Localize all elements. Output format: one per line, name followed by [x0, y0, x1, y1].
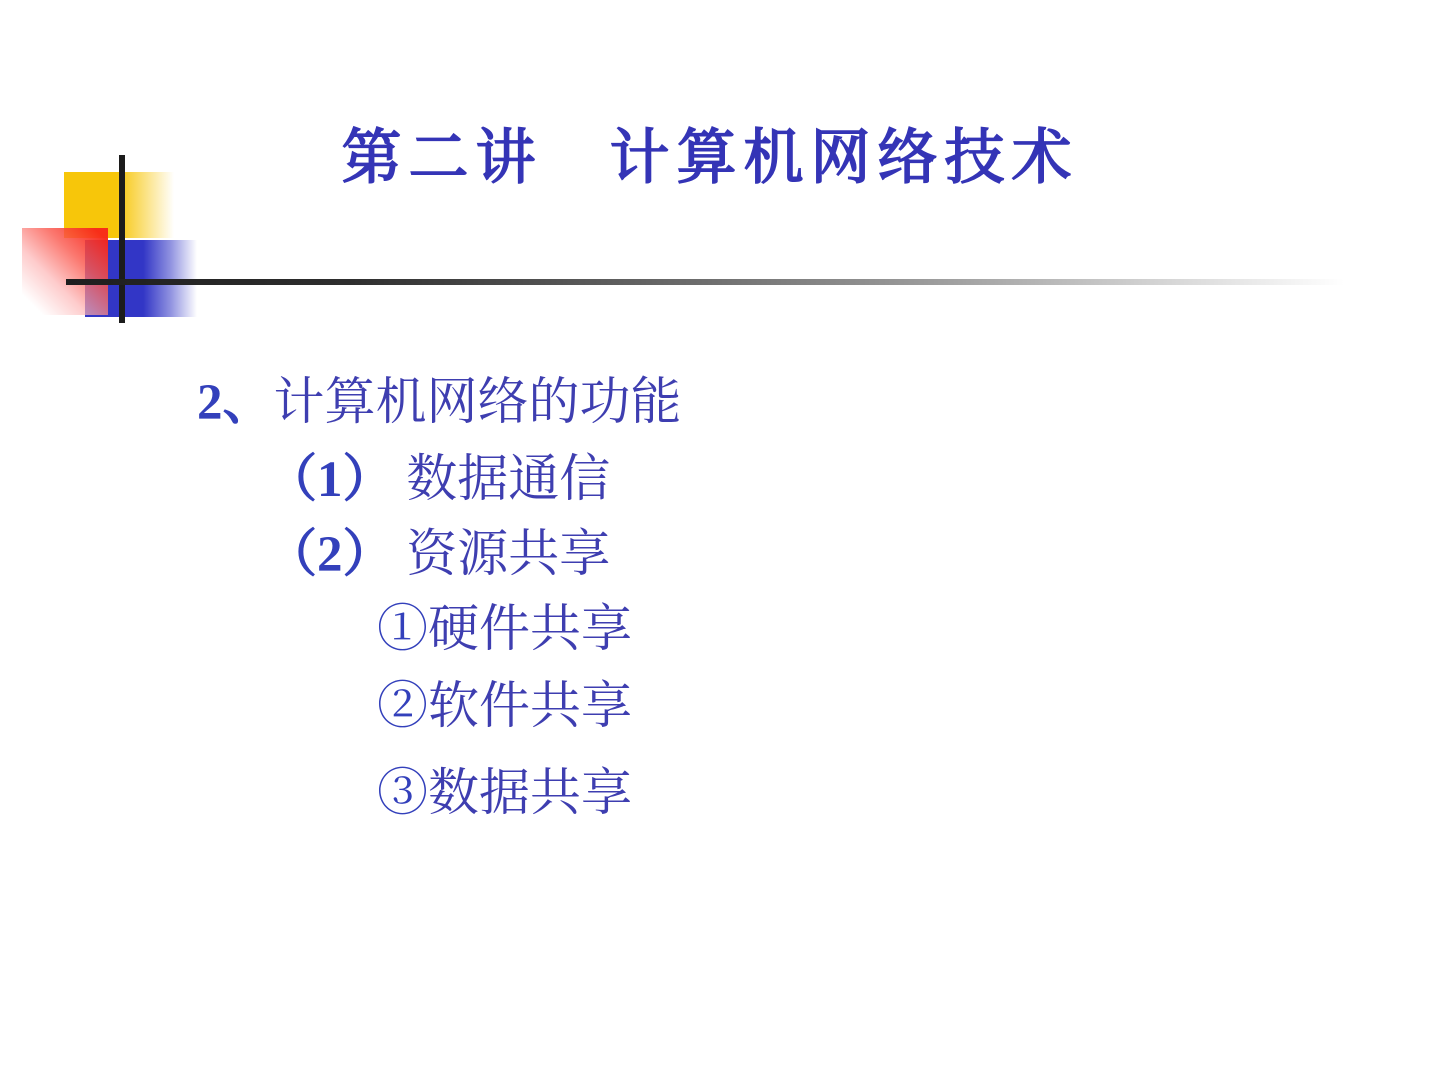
deco-horizontal-rule	[66, 279, 1344, 285]
body-line-resource-sharing	[266, 527, 611, 583]
circled-number-icon: ③	[377, 766, 429, 822]
body-line-text: 硬件共享	[428, 602, 633, 658]
body-line-text: 软件共享	[428, 679, 633, 735]
body-line-software-sharing	[377, 679, 633, 735]
slide-title: 第二讲 计算机网络技术	[341, 124, 1079, 191]
list-number: 2、	[197, 375, 274, 431]
body-line-text: 计算机网络的功能	[273, 375, 682, 431]
list-number: （1）	[266, 452, 394, 508]
body-line-text: 数据共享	[428, 766, 633, 822]
circled-number-icon: ②	[377, 679, 429, 735]
deco-red-square	[22, 228, 108, 315]
circled-number-icon: ①	[377, 602, 429, 658]
body-line-text: 资源共享	[393, 527, 611, 583]
list-number: （2）	[266, 527, 394, 583]
body-line-text: 数据通信	[393, 452, 611, 508]
body-line-functions	[197, 375, 682, 431]
body-line-data-sharing	[377, 766, 633, 822]
body-line-hardware-sharing	[377, 602, 633, 658]
body-line-data-communication	[266, 452, 611, 508]
